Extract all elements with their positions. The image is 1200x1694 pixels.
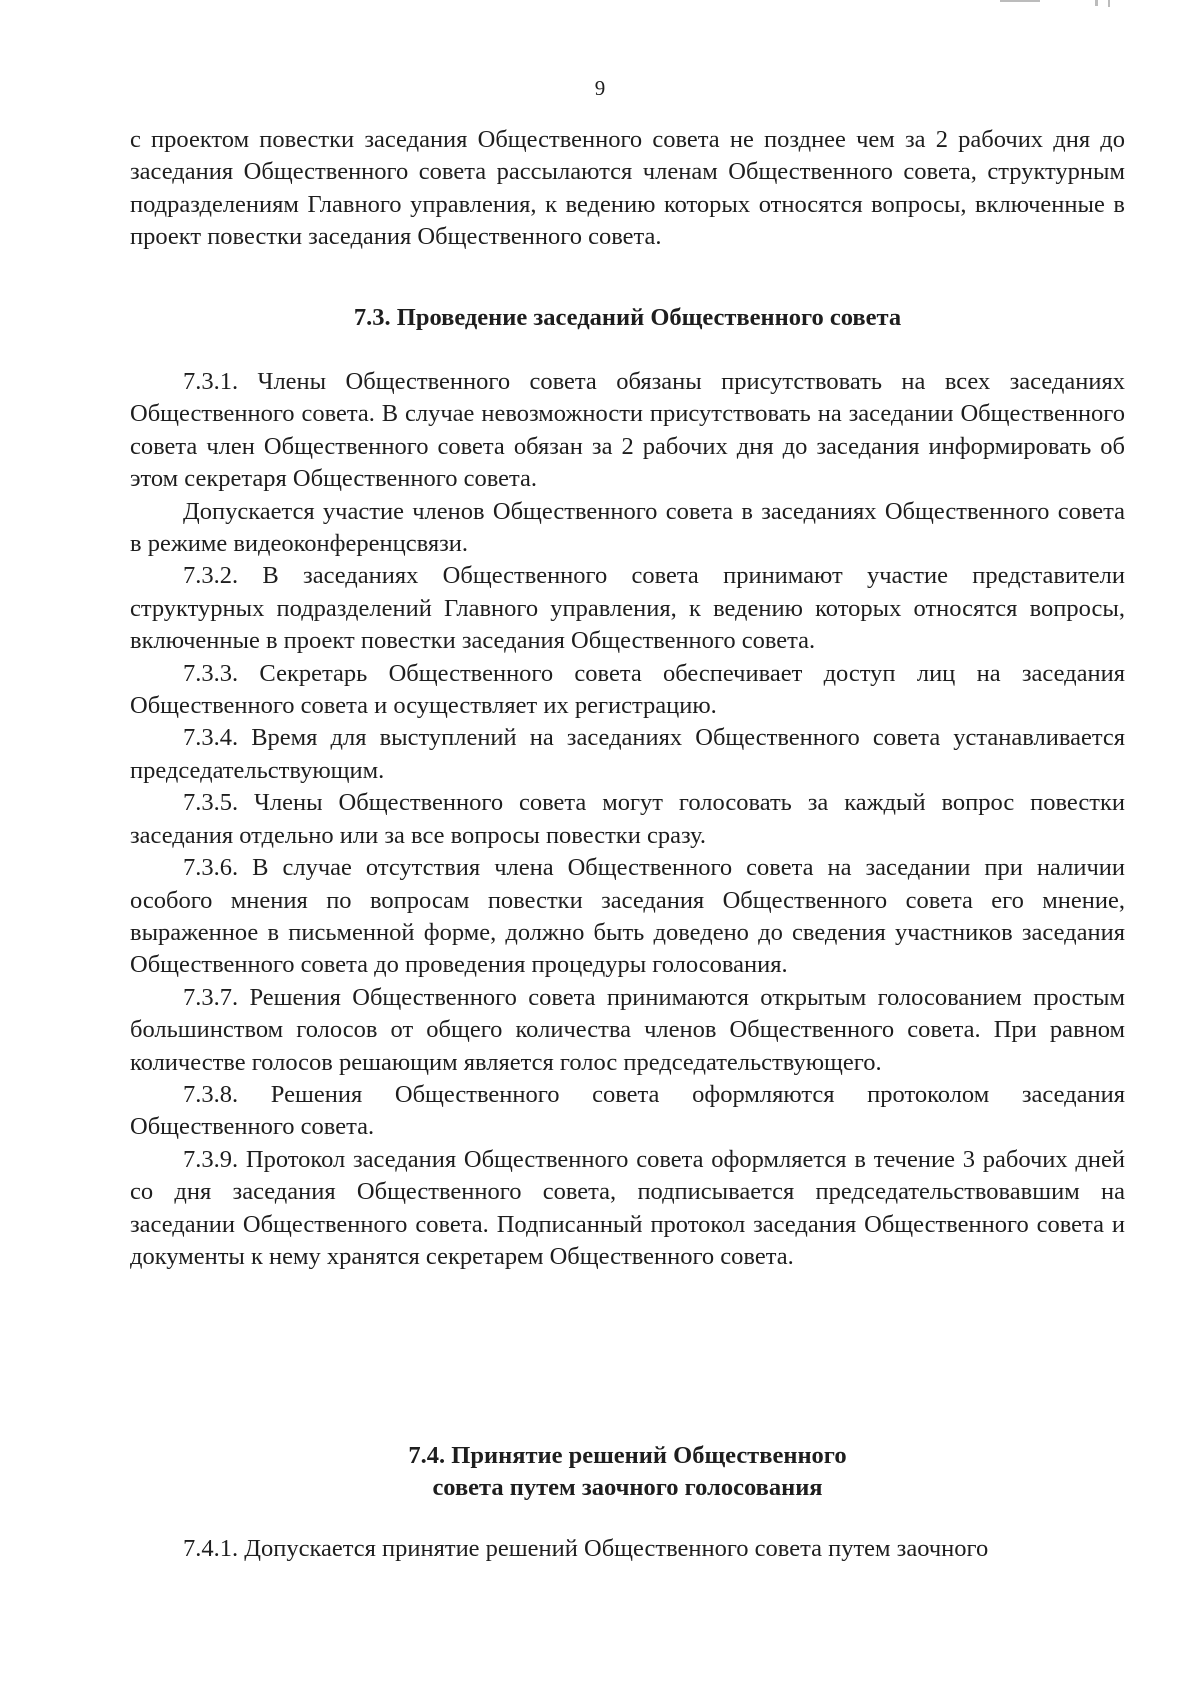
intro-paragraph: с проектом повестки заседания Общественного совета не позднее чем за 2 рабочих дня до заседания Общественного совета рассылаются членам Общественного совета, структурным подразделениям Главного управления, к ведению которых относятся вопросы, включенные в проект повестки заседания Общественного совета. bbox=[130, 126, 1125, 251]
paragraph-7-3-9: 7.3.9. Протокол заседания Общественного совета оформляется в течение 3 рабочих дней со дня заседания Общественного совета, подписывается председательствовавшим на заседании Общественного совета. Подписанный протокол заседания Общественного совета и документы к нему хранятся секретарем Общественного совета. bbox=[130, 1145, 1125, 1270]
section-7-3-heading-text: 7.3. Проведение заседаний Общественного совета bbox=[353, 304, 902, 331]
paragraph-7-3-8: 7.3.8. Решения Общественного совета оформляются протоколом заседания Общественного совета. bbox=[130, 1080, 1125, 1141]
paragraph-7-3-4: 7.3.4. Время для выступлений на заседаниях Общественного совета устанавливается председательствующим. bbox=[130, 724, 1125, 784]
paragraph-7-3-6: 7.3.6. В случае отсутствия члена Общественного совета на заседании при наличии особого мнения по вопросам повестки заседания Общественного совета его мнение, выраженное в письменной форме, должно быть доведено до сведения участников заседания Общественного совета до проведения процедуры голосования. bbox=[130, 854, 1125, 979]
intro-text-block bbox=[130, 124, 1125, 254]
section-7-4-heading bbox=[130, 1440, 1125, 1505]
scan-artifact bbox=[1095, 0, 1098, 6]
section-7-4-heading-line1: 7.4. Принятие решений Общественного bbox=[408, 1442, 847, 1469]
page-number: 9 bbox=[594, 76, 606, 100]
paragraph-video-conference: Допускается участие членов Общественного совета в заседаниях Общественного совета в режиме видеоконференцсвязи. bbox=[130, 497, 1125, 558]
paragraph-7-3-1: 7.3.1. Члены Общественного совета обязаны присутствовать на всех заседаниях Общественного совета. В случае невозможности присутствовать на заседании Общественного совета член Общественного совета обязан за 2 рабочих дня до заседания информировать об этом секретаря Общественного совета. bbox=[130, 368, 1125, 493]
section-7-4-heading-line2: совета путем заочного голосования bbox=[432, 1474, 823, 1502]
section-7-3-heading bbox=[130, 302, 1125, 334]
paragraph-7-3-2: 7.3.2. В заседаниях Общественного совета принимают участие представители структурных подразделений Главного управления, к ведению которых относятся вопросы, включенные в проект повестки заседания Общественного совета. bbox=[130, 562, 1125, 655]
paragraph-7-4-1: 7.4.1. Допускается принятие решений Общественного совета путем заочного bbox=[183, 1535, 989, 1562]
scan-artifact bbox=[1108, 0, 1110, 7]
paragraph-7-3-7: 7.3.7. Решения Общественного совета принимаются открытым голосованием простым большинством голосов от общего количества членов Общественного совета. При равном количестве голосов решающим является голос председательствующего. bbox=[130, 983, 1125, 1076]
section-7-3-body bbox=[130, 366, 1125, 1273]
scan-artifact bbox=[1000, 0, 1040, 2]
paragraph-7-3-3: 7.3.3. Секретарь Общественного совета обеспечивает доступ лиц на заседания Общественного совета и осуществляет их регистрацию. bbox=[130, 659, 1125, 720]
section-7-4-body bbox=[130, 1533, 1125, 1565]
paragraph-7-3-5: 7.3.5. Члены Общественного совета могут голосовать за каждый вопрос повестки заседания отдельно или за все вопросы повестки сразу. bbox=[130, 789, 1125, 849]
